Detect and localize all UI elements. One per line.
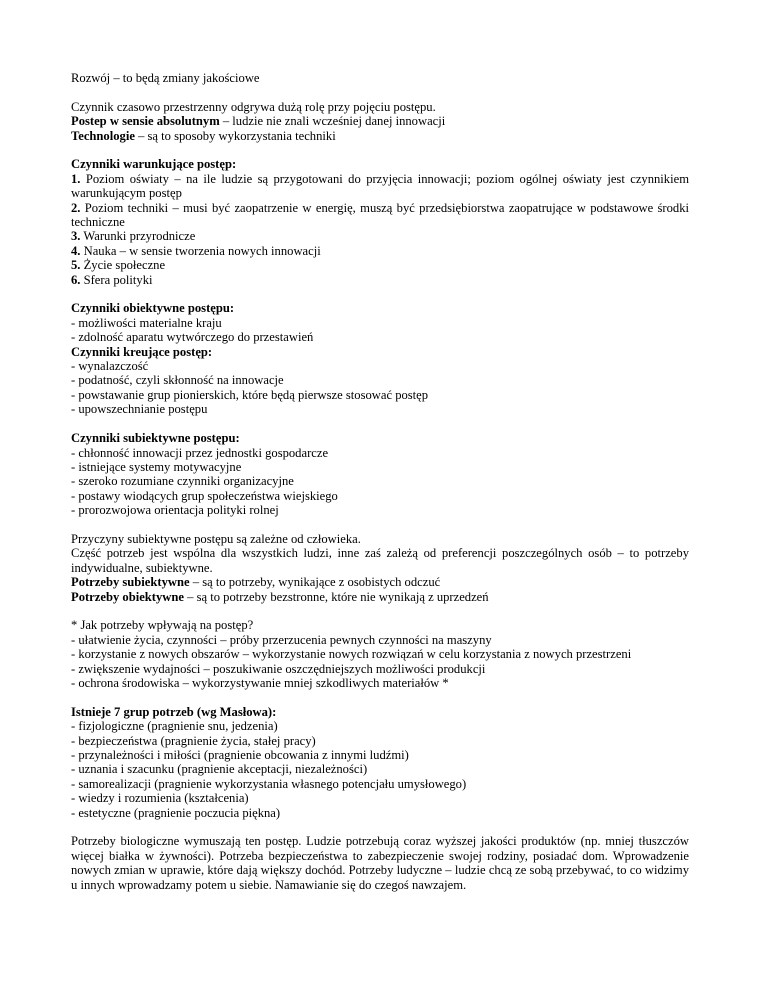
technologie-term: Technologie [71, 128, 135, 143]
maslow-heading: Istnieje 7 grup potrzeb (wg Masłowa): [71, 704, 277, 719]
warunkujace-item: 6. Sfera polityki [71, 272, 153, 287]
list-item: - upowszechnianie postępu [71, 402, 208, 417]
list-item: - wynalazczość [71, 359, 149, 374]
obiektywne-definition: Potrzeby obiektywne – są to potrzeby bezstronne, które nie wynikają z uprzedzeń [71, 589, 489, 604]
warunkujace-item: 4. Nauka – w sensie tworzenia nowych innowacji [71, 243, 321, 258]
list-item: - estetyczne (pragnienie poczucia piękna) [71, 805, 281, 820]
document-body [71, 71, 689, 892]
list-item: - bezpieczeństwa (pragnienie życia, stałej pracy) [71, 733, 316, 748]
list-item: - istniejące systemy motywacyjne [71, 459, 242, 474]
subiektywne-term: Potrzeby subiektywne [71, 575, 190, 590]
list-item: - uznania i szacunku (pragnienie akceptacji, niezależności) [71, 762, 368, 777]
rozwoj-line: Rozwój – to będą zmiany jakościowe [71, 71, 260, 85]
warunkujace-item: 2. Poziom techniki – musi być zaopatrzenie w energię, muszą być przedsiębiorstwa zaopatrujące w podstawowe środki techniczne [71, 200, 689, 230]
list-item: - postawy wiodących grup społeczeństwa wiejskiego [71, 488, 338, 503]
postep-def: – ludzie nie znali wcześniej danej innowacji [219, 114, 446, 129]
list-item: - zdolność aparatu wytwórczego do przestawień [71, 330, 314, 345]
subiektywne-heading: Czynniki subiektywne postępu: [71, 431, 240, 446]
list-item: - chłonność innowacji przez jednostki gospodarcze [71, 445, 329, 460]
technologie-definition [71, 129, 689, 143]
list-item: - prorozwojowa orientacja polityki rolnej [71, 503, 279, 518]
warunkujace-item: 1. Poziom oświaty – na ile ludzie są przygotowani do przyjęcia innowacji; poziom ogólnej oświaty jest czynnikiem warunkującym postęp [71, 171, 689, 201]
list-item: - zwiększenie wydajności – poszukiwanie oszczędniejszych możliwości produkcji [71, 661, 486, 676]
subiektywne-definition: Potrzeby subiektywne – są to potrzeby, wynikające z osobistych odczuć [71, 575, 441, 590]
obiektywne-heading: Czynniki obiektywne postępu: [71, 301, 235, 316]
list-item: - przynależności i miłości (pragnienie obcowania z innymi ludźmi) [71, 747, 409, 762]
warunkujace-item: 3. Warunki przyrodnicze [71, 229, 196, 244]
potrzeby-paragraph: Część potrzeb jest wspólna dla wszystkich ludzi, inne zaś zależą od preferencji poszczególnych osób – to potrzeby indywidualne, subiektywne. [71, 546, 689, 575]
list-item: - korzystanie z nowych obszarów – wykorzystanie nowych rozwiązań w celu korzystania z nowych przestrzeni [71, 647, 632, 662]
obiektywne-term: Potrzeby obiektywne [71, 589, 184, 604]
list-item: - ochrona środowiska – wykorzystywanie mniej szkodliwych materiałów * [71, 675, 449, 690]
list-item: - możliwości materialne kraju [71, 315, 222, 330]
postep-definition [71, 114, 689, 128]
warunkujace-item: 5. Życie społeczne [71, 258, 166, 273]
list-item: - powstawanie grup pionierskich, które będą pierwsze stosować postęp [71, 387, 429, 402]
czynnik-line: Czynnik czasowo przestrzenny odgrywa dużą rolę przy pojęciu postępu. [71, 99, 436, 114]
postep-term: Postep w sensie absolutnym [71, 114, 220, 129]
wplyw-heading: * Jak potrzeby wpływają na postęp? [71, 618, 254, 633]
warunkujace-heading: Czynniki warunkujące postęp: [71, 157, 237, 172]
technologie-def: – są to sposoby wykorzystania techniki [134, 128, 336, 143]
list-item: - samorealizacji (pragnienie wykorzystania własnego potencjału umysłowego) [71, 776, 467, 791]
list-item: - szeroko rozumiane czynniki organizacyjne [71, 474, 294, 489]
przyczyny-line: Przyczyny subiektywne postępu są zależne od człowieka. [71, 531, 361, 546]
list-item: - fizjologiczne (pragnienie snu, jedzenia) [71, 719, 278, 734]
list-item: - ułatwienie życia, czynności – próby przerzucenia pewnych czynności na maszyny [71, 632, 492, 647]
closing-paragraph: Potrzeby biologiczne wymuszają ten postęp. Ludzie potrzebują coraz wyższej jakości produktów (np. mniej tłuszczów więcej białka w żywności). Potrzeba bezpieczeństwa to zabezpieczenie swojej rodziny, posiadać dom. Wprowadzenie nowych zmian w uprawie, które dają większy dochód. Potrzeby ludyczne – ludzie chcą ze sobą przebywać, to co widzimy u innych wprowadzamy potem u siebie. Namawianie się do czegoś nawzajem. [71, 834, 689, 892]
list-item: - wiedzy i rozumienia (kształcenia) [71, 791, 249, 806]
kreujace-heading: Czynniki kreujące postęp: [71, 344, 213, 359]
list-item: - podatność, czyli skłonność na innowacje [71, 373, 284, 388]
